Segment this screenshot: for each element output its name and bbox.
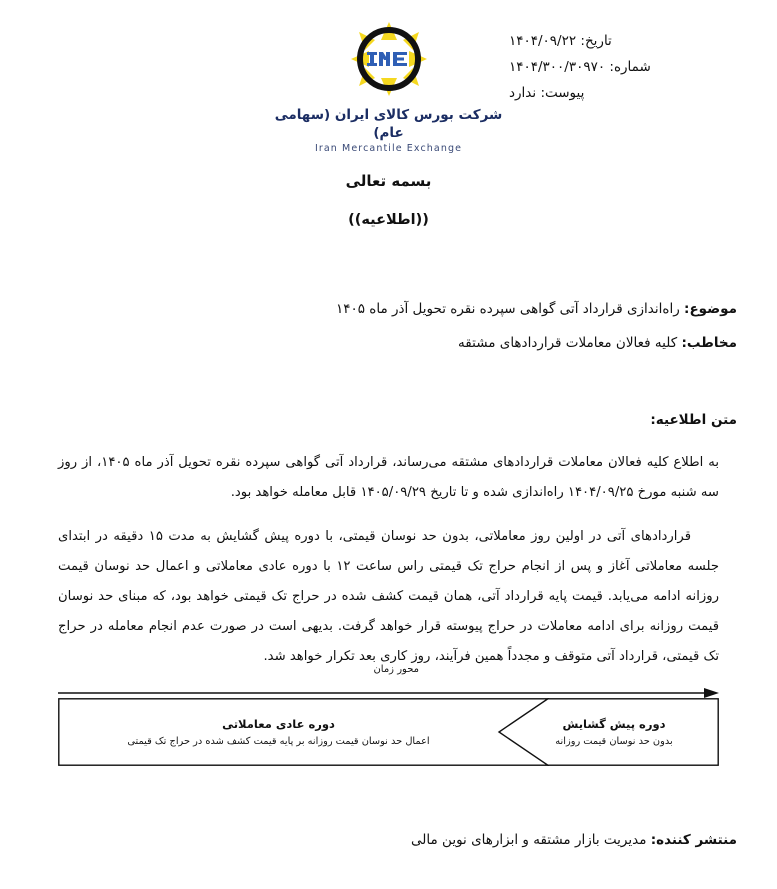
timeline-arrow-icon <box>58 684 719 696</box>
logo-name-en: Iran Mercantile Exchange <box>314 143 463 154</box>
body-text-block <box>58 448 719 686</box>
attachment-label: پیوست: <box>540 85 585 101</box>
announcement-title: ((اطلاعیه)) <box>348 212 429 228</box>
date-label: تاریخ: <box>580 33 612 49</box>
body-heading: متن اطلاعیه: <box>650 412 737 428</box>
date-row <box>509 28 749 54</box>
publisher-line <box>411 832 737 848</box>
timeline-axis-label: محور زمان <box>373 664 419 675</box>
subject-audience-block <box>40 292 737 360</box>
publisher-value: مدیریت بازار مشتقه و ابزارهای نوین مالی <box>411 832 647 848</box>
normal-session-title: دوره عادی معاملاتی <box>222 716 335 731</box>
audience-label: مخاطب: <box>681 335 737 351</box>
number-value: ۱۴۰۴/۳۰۰/۳۰۹۷۰ <box>509 59 606 75</box>
audience-line <box>40 326 737 360</box>
attachment-value: ندارد <box>509 85 537 101</box>
logo-name-fa: شرکت بورس کالای ایران (سهامی عام) <box>274 107 503 141</box>
timeline-phases-box <box>58 698 719 766</box>
number-row <box>509 54 749 80</box>
subject-label: موضوع: <box>684 301 737 317</box>
basmale-title: بسمه تعالی <box>345 172 432 190</box>
number-label: شماره: <box>609 59 651 75</box>
date-value: ۱۴۰۴/۰۹/۲۲ <box>509 33 577 49</box>
body-paragraph-2: قراردادهای آتی در اولین روز معاملاتی، بدون حد نوسان قیمتی، با دوره پیش گشایش به مدت ۱۵ دقیقه در ابتدای جلسه معاملاتی آغاز و پس از انجام حراج تک قیمتی راس ساعت ۱۲ با دوره عادی معاملاتی و اعمال حد نوسان قیمت روزانه ادامه می‌یابد. قیمت پایه قرارداد آتی، همان قیمت کشف شده در حراج تک قیمتی خواهد بود، که مبنای حد نوسان قیمت روزانه برای ادامه معاملات در حراج پیوسته قرار خواهد گرفت. بدیهی است در صورت عدم انجام معامله در حراج تک قیمتی، قرارداد آتی متوقف و مجدداً همین فرآیند، روز کاری بعد تکرار خواهد شد. <box>58 529 719 664</box>
attachment-row <box>509 80 749 106</box>
subject-line <box>40 292 737 326</box>
normal-session-subtitle: اعمال حد نوسان قیمت روزانه بر پایه قیمت کشف شده در حراج تک قیمتی <box>127 735 430 747</box>
header-meta-block <box>509 28 749 106</box>
pre-open-subtitle: بدون حد نوسان قیمت روزانه <box>555 735 673 747</box>
subject-value: راه‌اندازی قرارداد آتی گواهی سپرده نقره تحویل آذر ماه ۱۴۰۵ <box>335 301 680 317</box>
organization-logo <box>259 20 519 154</box>
audience-value: کلیه فعالان معاملات قراردادهای مشتقه <box>458 335 678 351</box>
timeline-figure <box>58 664 719 774</box>
ime-logo-icon <box>345 20 433 100</box>
body-paragraph-1: به اطلاع کلیه فعالان معاملات قراردادهای مشتقه می‌رساند، قرارداد آتی گواهی سپرده نقره تحویل آذر ماه ۱۴۰۵، از روز سه شنبه مورخ ۱۴۰۴/۰۹/۲۵ راه‌اندازی شده و تا تاریخ ۱۴۰۵/۰۹/۲۹ قابل معامله خواهد بود. <box>58 455 719 500</box>
publisher-label: منتشر کننده: <box>650 832 737 848</box>
pre-open-title: دوره پیش گشایش <box>562 716 666 731</box>
